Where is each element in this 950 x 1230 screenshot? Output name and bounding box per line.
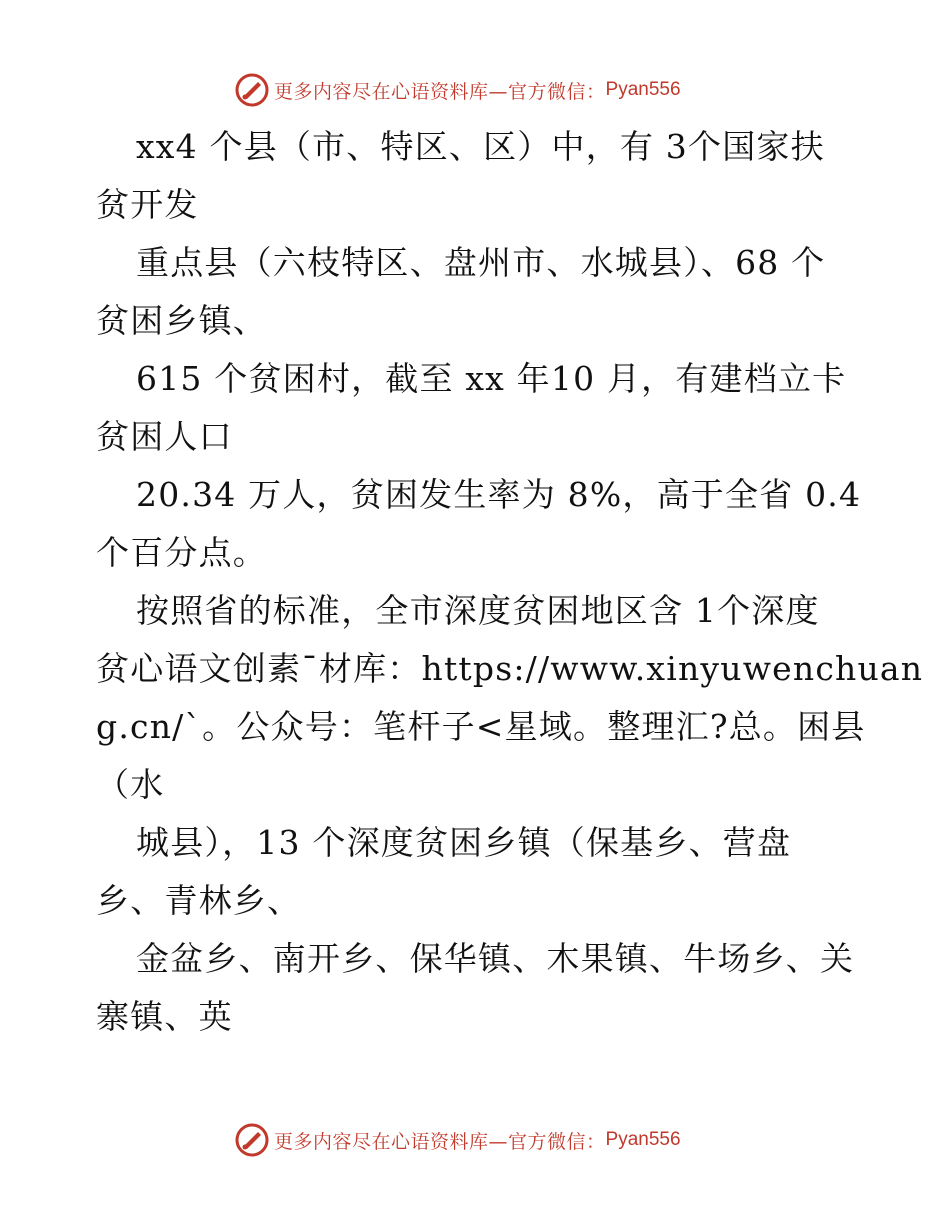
watermark-text: 更多内容尽在心语资料库—官方微信：	[274, 80, 606, 103]
watermark-wechat-id: Pyan556	[605, 1129, 681, 1150]
body-line: 20.34 万人，贫困发生率为 8%，高于全省 0.4	[136, 475, 862, 514]
body-line: 贫困乡镇、	[96, 301, 267, 340]
body-line: 金盆乡、南开乡、保华镇、木果镇、牛场乡、关	[136, 939, 855, 978]
body-line: 按照省的标准，全市深度贫困地区含 1个深度	[136, 591, 820, 630]
body-line: 贫心语文创素¯材库：https://www.xinyuwenchuan	[96, 649, 924, 688]
body-line: 贫开发	[96, 185, 199, 224]
header-watermark	[234, 70, 754, 110]
body-line: 重点县（六枝特区、盘州市、水城县）、68 个	[136, 243, 826, 282]
body-line: 615 个贫困村，截至 xx 年10 月，有建档立卡	[136, 359, 847, 398]
body-line: 个百分点。	[96, 533, 267, 572]
body-line: 寨镇、英	[96, 997, 233, 1036]
document-body	[96, 118, 924, 1046]
watermark-text: 更多内容尽在心语资料库—官方微信：	[274, 1130, 606, 1153]
body-line: 城县），13 个深度贫困乡镇（保基乡、营盘	[136, 823, 792, 862]
body-line: 贫困人口	[96, 417, 233, 456]
body-line: （水	[96, 765, 165, 804]
brand-logo-icon	[234, 72, 270, 108]
body-line: 乡、青林乡、	[96, 881, 302, 920]
brand-logo-icon	[234, 1122, 270, 1158]
body-line: g.cn/`。公众号：笔杆子<星域。整理汇?总。困县	[96, 707, 866, 746]
watermark-wechat-id: Pyan556	[605, 79, 681, 100]
body-line: xx4 个县（市、特区、区）中，有 3个国家扶	[136, 127, 825, 166]
footer-watermark	[234, 1120, 754, 1160]
